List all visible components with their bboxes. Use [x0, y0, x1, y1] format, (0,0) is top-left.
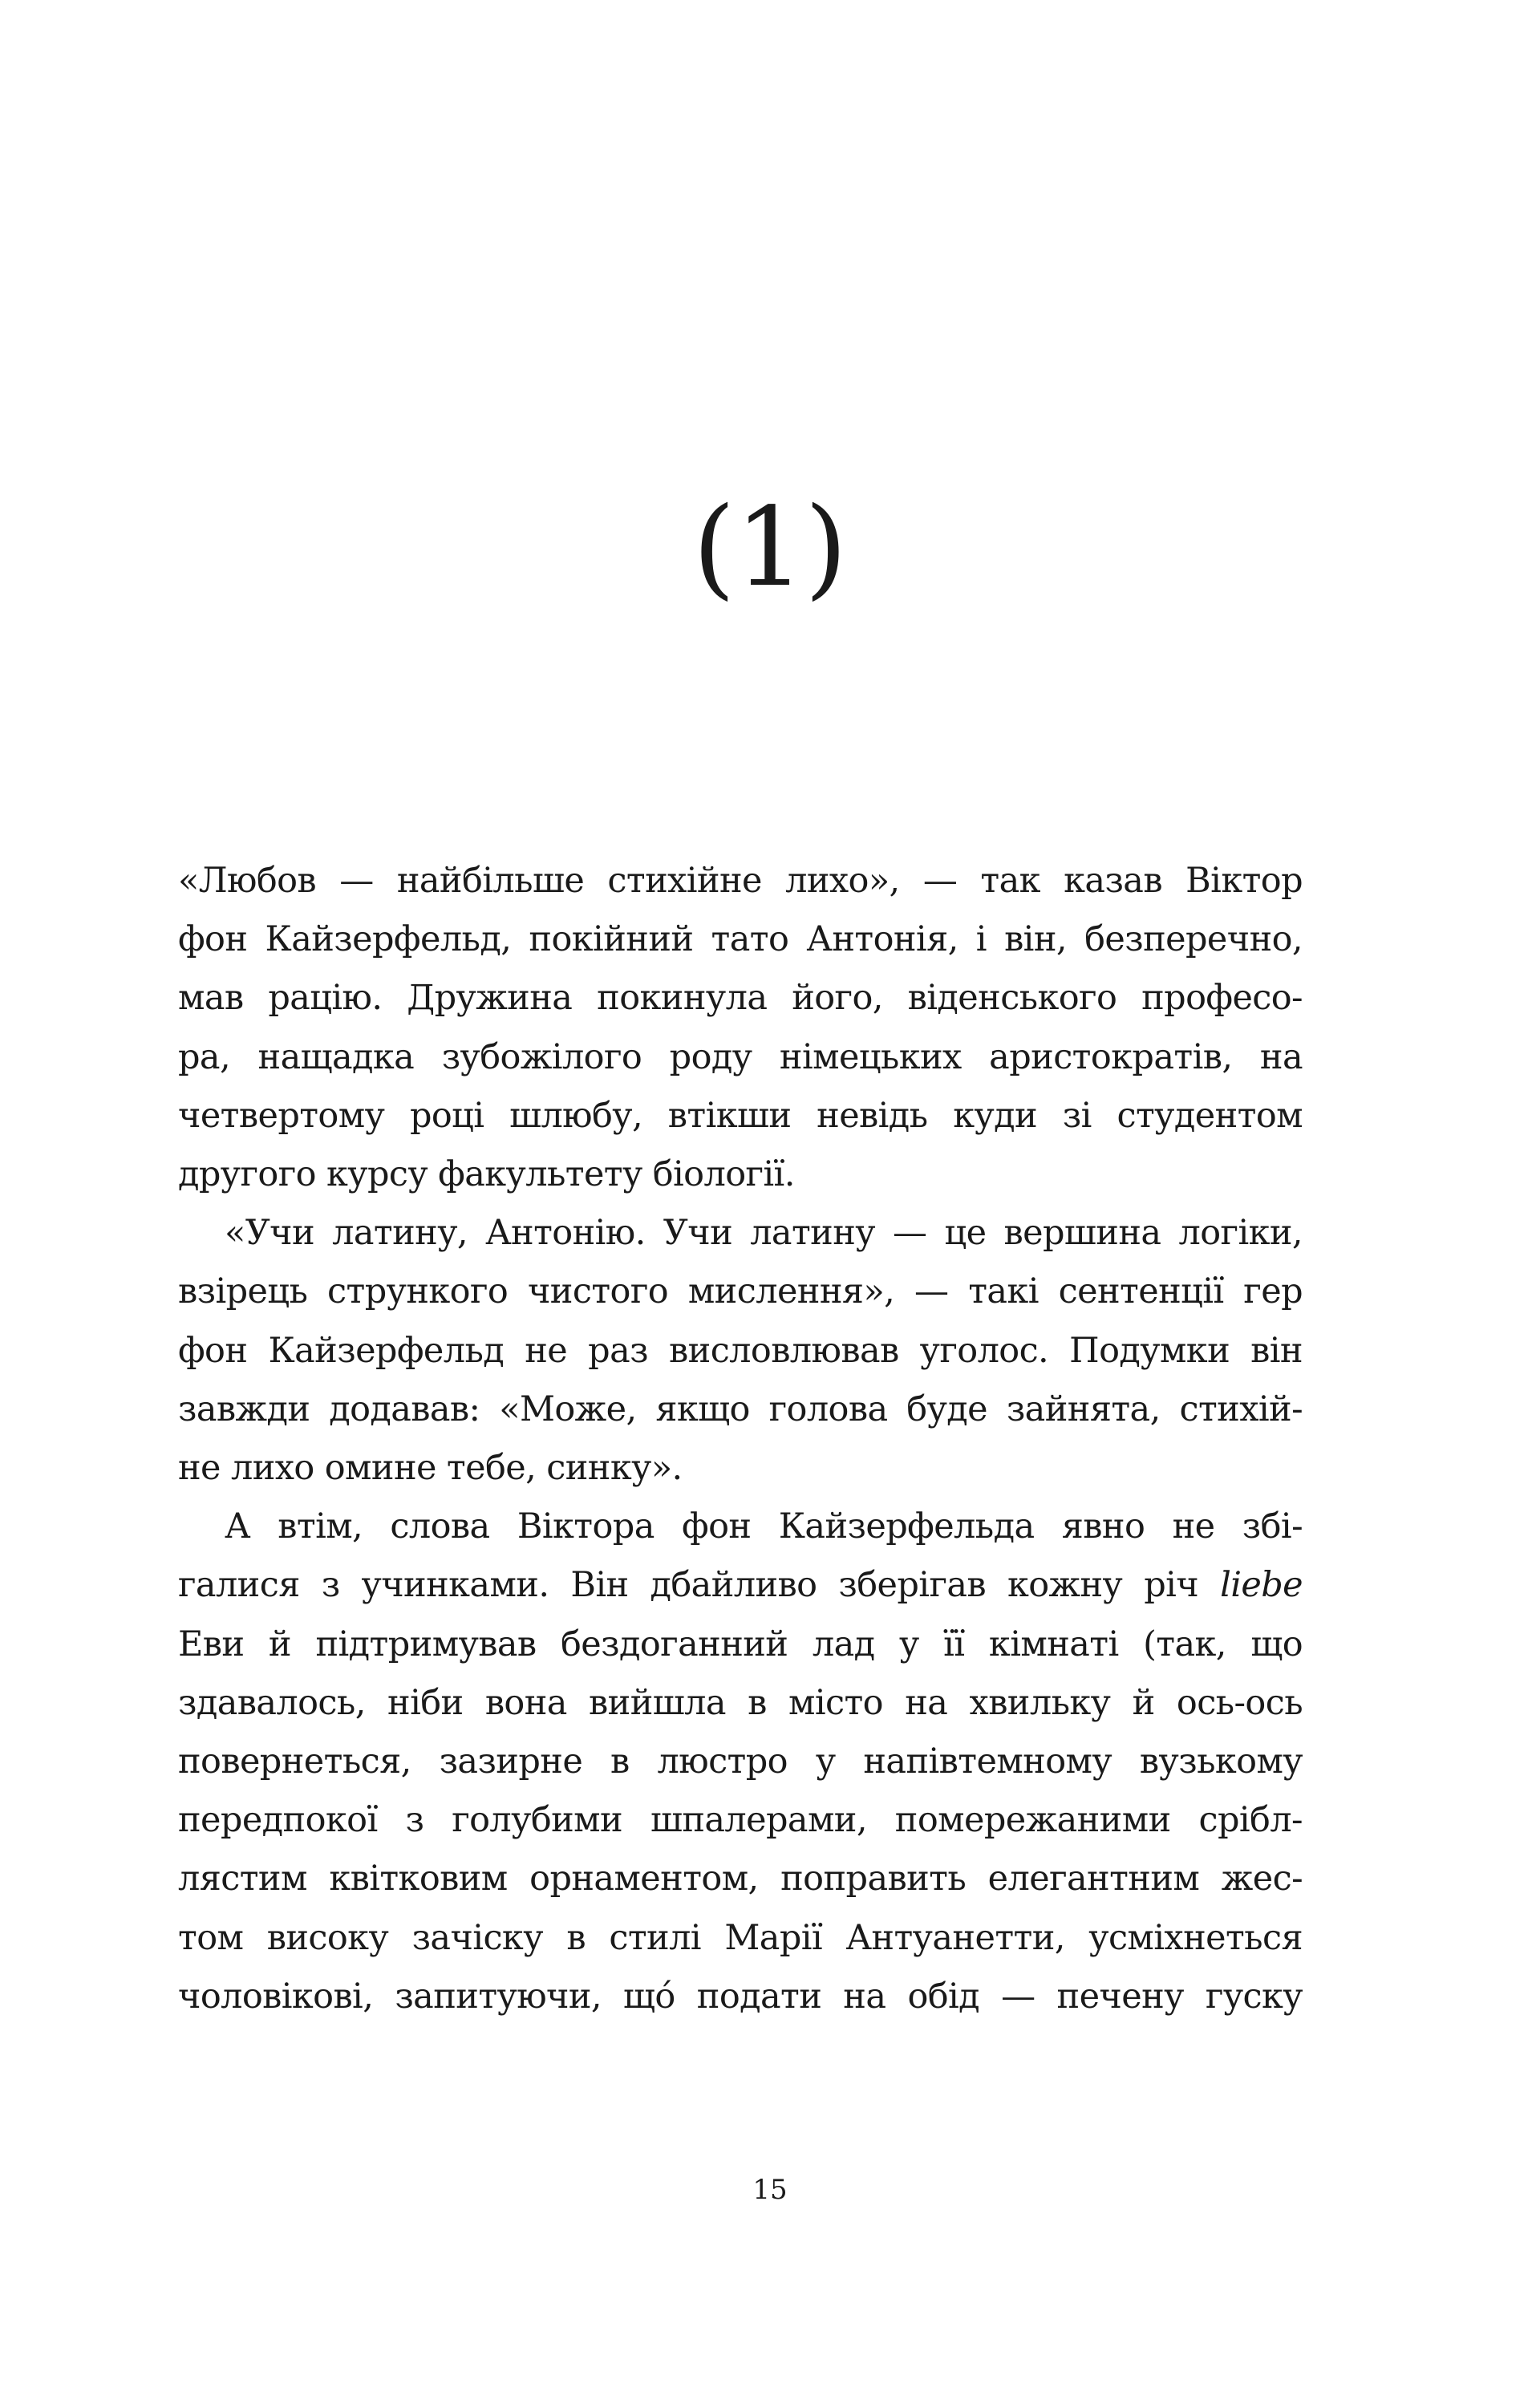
paragraph [178, 1498, 1303, 2026]
text-line: четвертому році шлюбу, втікши невідь куди зі студентом [178, 1095, 1303, 1136]
text-line: том високу зачіску в стилі Марії Антуанетти, усміхнеться [178, 1917, 1303, 1958]
text-line: передпокої з голубими шпалерами, помережаними срібл- [178, 1800, 1303, 1841]
text-line: «Учи латину, Антонію. Учи латину — це вершина логіки, [225, 1213, 1303, 1254]
text-line: «Любов — найбільше стихійне лихо», — так казав Віктор [178, 861, 1303, 901]
text-line [178, 1556, 1303, 1615]
text-line: лястим квітковим орнаментом, поправить елегантним жес- [178, 1859, 1303, 1899]
body-text [178, 852, 1303, 2026]
text-segment: галися з учинками. Він дбайливо зберігав кожну річ [178, 1565, 1221, 1606]
text-line: фон Кайзерфельд не раз висловлював уголос. Подумки він [178, 1330, 1303, 1371]
text-line: повернеться, зазирне в люстро у напівтемному вузькому [178, 1741, 1303, 1782]
text-line: здавалось, ніби вона вийшла в місто на хвильку й ось-ось [178, 1682, 1303, 1723]
text-line: фон Кайзерфельд, покійний тато Антонія, і він, безперечно, [178, 919, 1303, 960]
text-line: взірець стрункого чистого мислення», — такі сентенції гер [178, 1271, 1303, 1312]
chapter-number: (1) [692, 484, 848, 611]
text-line: ра, нащадка зубожілого роду німецьких аристократів, на [178, 1036, 1303, 1077]
paragraph [178, 852, 1303, 1204]
italic-word: liebe [1220, 1565, 1303, 1606]
text-line: завжди додавав: «Може, якщо голова буде зайнята, стихій- [178, 1389, 1303, 1429]
page-number: 15 [752, 2174, 788, 2206]
text-line: другого курсу факультету біології. [178, 1154, 795, 1195]
text-line: чоловікові, запитуючи, щó подати на обід — печену гуску [178, 1976, 1303, 2017]
text-line: мав рацію. Дружина покинула його, віденського професо- [178, 978, 1303, 1019]
paragraph [178, 1204, 1303, 1498]
text-line: не лихо омине тебе, синку». [178, 1448, 683, 1489]
text-line: Еви й підтримував бездоганний лад у її кімнаті (так, що [178, 1624, 1303, 1664]
text-line: А втім, слова Віктора фон Кайзерфельда явно не збі- [225, 1506, 1303, 1547]
